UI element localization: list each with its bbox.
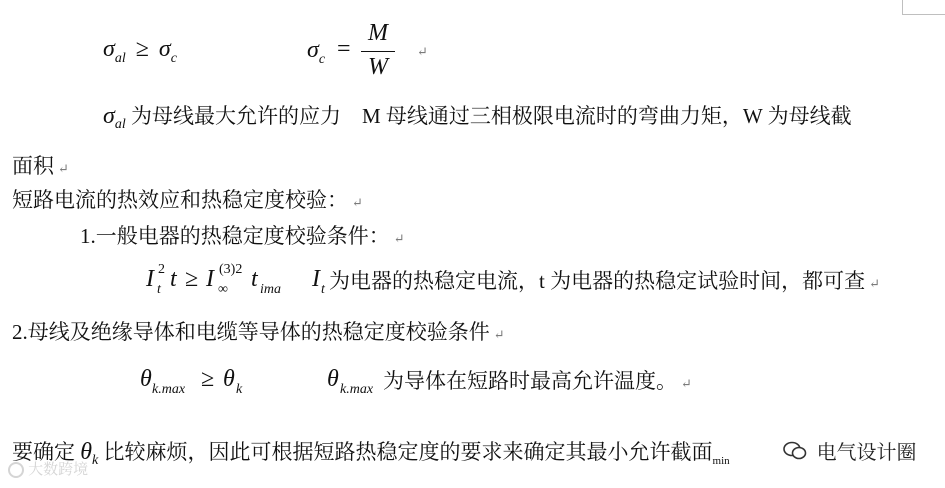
sigma-symbol: σ [103, 36, 115, 62]
paragraph-mark: ↵ [869, 276, 880, 291]
area-text: 面积 [12, 154, 54, 178]
subscript-infinity: ∞ [218, 282, 228, 297]
watermark-left-text: 大数跨境 [28, 461, 89, 478]
subscript-kmax: k.max [340, 382, 374, 397]
watermark-right [780, 436, 920, 467]
subscript-ima: ima [260, 282, 281, 297]
subscript-al: al [114, 117, 126, 133]
item-2-text: 2.母线及绝缘导体和电缆等导体的热稳定度校验条件 [12, 320, 490, 344]
watermark-right-text: 电气设计圈 [816, 442, 917, 464]
min-section-line [12, 440, 730, 468]
subscript-t: t [321, 282, 325, 297]
equipment-thermal-desc-text: 为电器的热稳定电流，t 为电器的热稳定试验时间，都可查 [329, 269, 866, 293]
subscript-c: c [318, 51, 326, 67]
equipment-thermal-desc [329, 271, 880, 292]
conductor-temperature-desc [383, 371, 692, 392]
wechat-icon [783, 441, 807, 467]
subscript-k: k [236, 382, 243, 397]
conductor-temperature-desc-text: 为导体在短路时最高允许温度。 [383, 369, 677, 393]
time-t: t [251, 266, 258, 292]
min-section-prefix: 要确定 [12, 440, 75, 464]
sigma-symbol: σ [158, 36, 171, 62]
superscript-2: 2 [158, 262, 165, 277]
superscript-3-2: (3)2 [219, 262, 243, 277]
subscript-k: k [92, 453, 99, 469]
watermark-left [8, 458, 88, 479]
paragraph-mark: ↵ [417, 44, 428, 59]
watermark-left-icon [8, 462, 24, 478]
time-t: t [170, 266, 177, 292]
sigma-symbol: σ [103, 103, 115, 129]
theta-symbol: θ [80, 439, 93, 465]
item-1-heading [80, 226, 405, 247]
paragraph-mark: ↵ [393, 231, 405, 246]
min-section-text: 比较麻烦，因此可根据短路热稳定度的要求来确定其最小允许截面 [103, 440, 713, 464]
formula-sigma-al-geq-sigma-c [103, 36, 177, 67]
paragraph-mark: ↵ [681, 376, 692, 391]
geq-symbol: ≥ [201, 366, 215, 392]
current-I: I [206, 266, 214, 292]
geq-symbol: ≥ [185, 266, 199, 292]
subscript-kmax-text: k.max [152, 382, 186, 397]
subscript-min: min [712, 455, 730, 468]
theta-symbol: θ [223, 366, 235, 392]
subscript-c: c [170, 50, 177, 66]
current-I: I [312, 266, 320, 292]
theta-symbol: θ [140, 366, 152, 392]
paragraph-mark: ↵ [352, 195, 363, 210]
sigma-symbol: σ [307, 37, 319, 63]
fraction-numerator: M [368, 20, 388, 46]
conductor-temperature-condition-line [140, 366, 740, 402]
paragraph-mark: ↵ [58, 161, 69, 176]
paragraph-mark: ↵ [493, 327, 505, 342]
subscript-t: t [157, 282, 161, 297]
section-heading-thermal [12, 190, 363, 211]
area-line [12, 156, 69, 177]
thermal-heading-text: 短路电流的热效应和热稳定度校验： [12, 188, 348, 212]
current-I: I [146, 266, 154, 292]
page-corner-mark [902, 0, 945, 15]
item-2-heading [12, 322, 505, 343]
geq-symbol: ≥ [135, 36, 149, 62]
equipment-thermal-condition-line [146, 262, 926, 302]
theta-symbol: θ [327, 366, 339, 392]
equals-symbol: = [337, 36, 351, 62]
subscript-al: al [114, 50, 126, 66]
subscript-kmax [152, 382, 185, 398]
stress-definition-line [103, 104, 852, 132]
stress-definition-text: 为母线最大允许的应力 M 母线通过三相极限电流时的弯曲力矩，W 为母线截 [130, 104, 852, 128]
fraction-bar [361, 51, 395, 52]
fraction-denominator: W [368, 54, 388, 80]
item-1-text: 1.一般电器的热稳定度校验条件： [80, 224, 390, 248]
